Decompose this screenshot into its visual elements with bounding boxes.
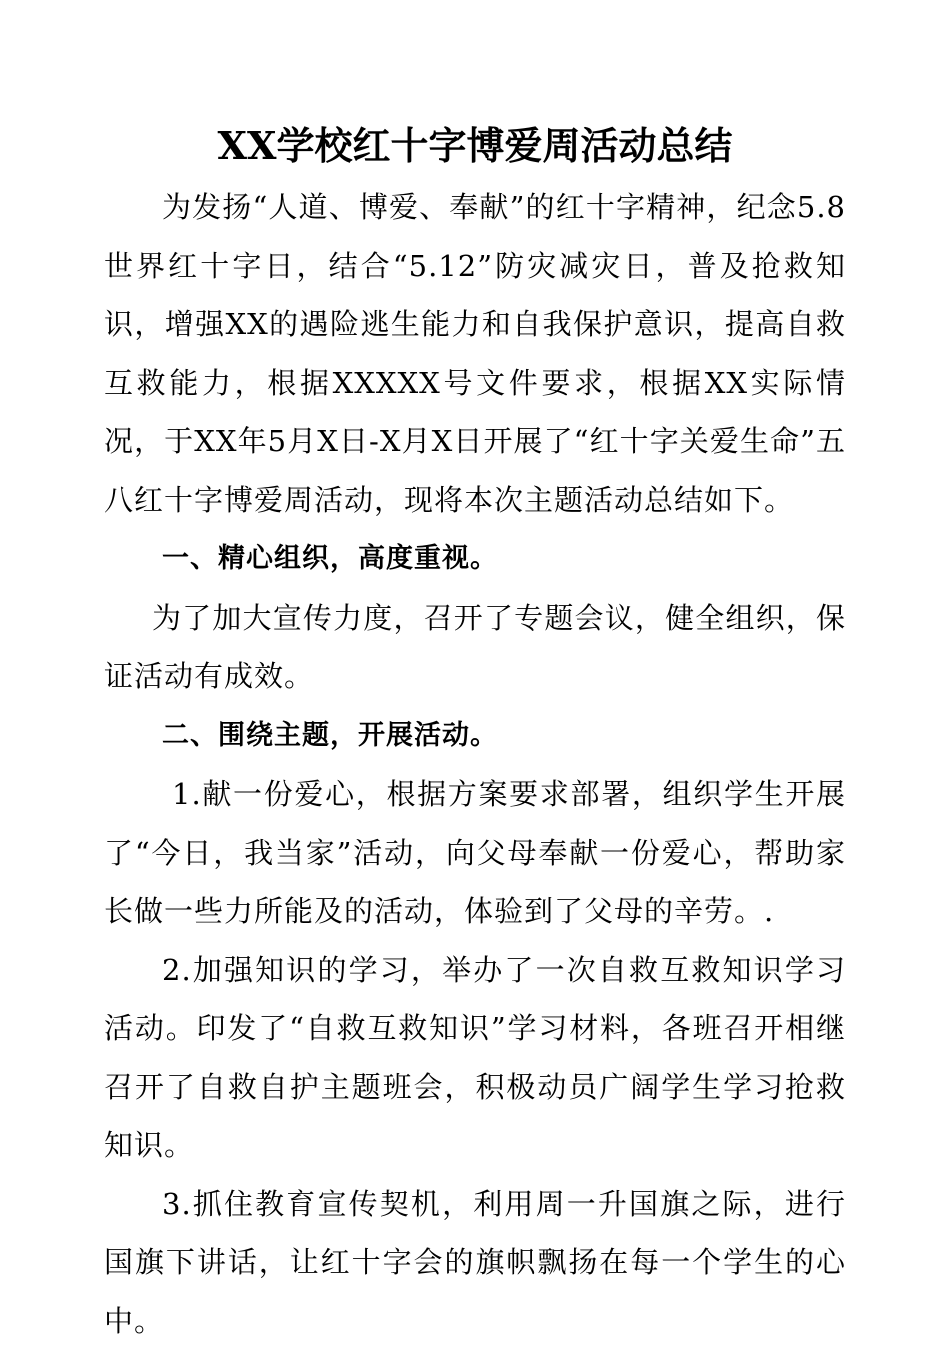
intro-paragraph: 为发扬“人道、博爱、奉献”的红十字精神，纪念5.8世界红十字日，结合“5.12”防灾减灾日，普及抢救知识，增强XX的遇险逃生能力和自我保护意识，提高自救互救能力，根据XXXXX号文件要求，根据XX实际情况，于XX年5月X日-X月X日开展了“红十字关爱生命”五八红十字博爱周活动，现将本次主题活动总结如下。 [104, 178, 846, 529]
list-item-3: 3.抓住教育宣传契机，利用周一升国旗之际，进行国旗下讲话，让红十字会的旗帜飘扬在每一个学生的心中。 [104, 1175, 846, 1350]
section-1-paragraph: 为了加大宣传力度，召开了专题会议，健全组织，保证活动有成效。 [104, 589, 846, 706]
document-title: XX学校红十字博爱周活动总结 [104, 118, 846, 174]
list-item-2: 2.加强知识的学习，举办了一次自救互救知识学习活动。印发了“自救互救知识”学习材料，各班召开相继召开了自救自护主题班会，积极动员广阔学生学习抢救知识。 [104, 941, 846, 1175]
section-heading-1: 一、精心组织，高度重视。 [104, 530, 846, 589]
list-item-1: 1.献一份爱心，根据方案要求部署，组织学生开展了“今日，我当家”活动，向父母奉献一份爱心，帮助家长做一些力所能及的活动，体验到了父母的辛劳。. [104, 765, 846, 941]
section-heading-2: 二、围绕主题，开展活动。 [104, 707, 846, 766]
